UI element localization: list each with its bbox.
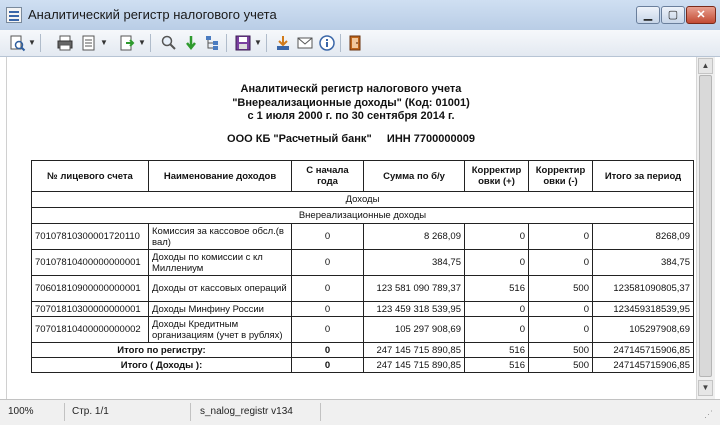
status-bar [0,399,720,425]
report-subtitle: "Внереализационные доходы" (Код: 01001) [232,97,470,109]
maximize-button[interactable]: ▢ [661,6,685,24]
start-of-year-cell: 0 [292,250,364,276]
toolbar-separator [226,34,227,52]
adjustment-plus-cell: 0 [465,317,529,343]
period-total-cell: 384,75 [593,250,694,276]
scroll-down-icon[interactable]: ▼ [698,380,713,396]
totals-label: Итого по регистру: [32,343,292,358]
adjustment-plus-cell: 0 [465,250,529,276]
adjustment-plus-cell: 516 [465,343,529,358]
page-setup-dropdown-arrow[interactable]: ▼ [100,38,108,47]
status-separator [320,403,321,421]
zoom-level: 100% [8,406,34,417]
info-icon[interactable] [318,34,336,52]
period-total-cell: 8268,09 [593,224,694,250]
down-arrow-icon[interactable] [182,34,200,52]
start-of-year-cell: 0 [292,317,364,343]
report-period: с 1 июля 2000 г. по 30 сентября 2014 г. [247,110,455,122]
adjustment-minus-cell: 0 [529,302,593,317]
income-name-cell: Комиссия за кассовое обсл.(в вал) [149,224,292,250]
minimize-button[interactable]: ▁ [636,6,660,24]
table-row [32,302,694,317]
toolbar-separator [266,34,267,52]
attach-icon[interactable] [274,34,292,52]
column-header: Корректир овки (-) [529,161,593,192]
toolbar-separator [340,34,341,52]
table-row [32,317,694,343]
adjustment-minus-cell: 500 [529,343,593,358]
report-title: Аналитическй регистр налогового учета [240,83,462,95]
table-row [32,276,694,302]
adjustment-plus-cell: 516 [465,276,529,302]
scroll-thumb[interactable] [699,75,712,377]
accounting-sum-cell: 123 459 318 539,95 [364,302,465,317]
column-header: Итого за период [593,161,694,192]
adjustment-minus-cell: 0 [529,317,593,343]
column-header: С начала года [292,161,364,192]
accounting-sum-cell: 247 145 715 890,85 [364,343,465,358]
column-header: Наименование доходов [149,161,292,192]
zoom-icon[interactable] [8,34,26,52]
start-of-year-cell: 0 [292,358,364,373]
income-name-cell: Доходы по комиссии с кл Миллениум [149,250,292,276]
income-name-cell: Доходы от кассовых операций [149,276,292,302]
accounting-sum-cell: 123 581 090 789,37 [364,276,465,302]
status-separator [64,403,65,421]
window-title: Аналитический регистр налогового учета [28,7,277,22]
column-header: Корректир овки (+) [465,161,529,192]
column-header: Сумма по б/у [364,161,465,192]
report-organization: ООО КБ "Расчетный банк" ИНН 7700000009 [227,133,475,145]
adjustment-plus-cell: 0 [465,224,529,250]
account-cell: 70701810400000000002 [32,317,149,343]
start-of-year-cell: 0 [292,224,364,250]
period-total-cell: 105297908,69 [593,317,694,343]
totals-row [32,358,694,373]
page-indicator: Стр. 1/1 [72,406,109,417]
tree-icon[interactable] [204,34,222,52]
report-page [6,57,695,399]
adjustment-plus-cell: 516 [465,358,529,373]
account-cell: 70601810900000000001 [32,276,149,302]
start-of-year-cell: 0 [292,343,364,358]
column-header: № лицевого счета [32,161,149,192]
toolbar-separator [150,34,151,52]
start-of-year-cell: 0 [292,276,364,302]
save-icon[interactable] [234,34,252,52]
table-header-row [32,161,694,192]
subsection-label: Внереализационные доходы [32,208,694,224]
page-setup-icon[interactable] [80,34,98,52]
adjustment-plus-cell: 0 [465,302,529,317]
period-total-cell: 123581090805,37 [593,276,694,302]
close-button[interactable]: ✕ [686,6,716,24]
period-total-cell: 247145715906,85 [593,343,694,358]
totals-row [32,343,694,358]
toolbar-separator [40,34,41,52]
adjustment-minus-cell: 500 [529,276,593,302]
adjustment-minus-cell: 500 [529,358,593,373]
accounting-sum-cell: 8 268,09 [364,224,465,250]
register-table [31,160,694,373]
section-row [32,192,694,208]
accounting-sum-cell: 384,75 [364,250,465,276]
accounting-sum-cell: 247 145 715 890,85 [364,358,465,373]
zoom-dropdown-arrow[interactable]: ▼ [28,38,36,47]
account-cell: 70701810300000000001 [32,302,149,317]
accounting-sum-cell: 105 297 908,69 [364,317,465,343]
table-row [32,250,694,276]
income-name-cell: Доходы Кредитным организациям (учет в рублях) [149,317,292,343]
period-total-cell: 123459318539,95 [593,302,694,317]
export-icon[interactable] [118,34,136,52]
print-icon[interactable] [56,34,74,52]
report-name: s_nalog_registr v134 [200,406,293,417]
adjustment-minus-cell: 0 [529,250,593,276]
resize-grip-icon[interactable]: ⋰ [704,409,713,419]
exit-icon[interactable] [346,34,364,52]
totals-label: Итого ( Доходы ): [32,358,292,373]
toolbar [0,30,720,57]
export-dropdown-arrow[interactable]: ▼ [138,38,146,47]
account-cell: 70107810400000000001 [32,250,149,276]
subsection-row [32,208,694,224]
title-bar [0,0,720,31]
document-area [0,57,720,399]
adjustment-minus-cell: 0 [529,224,593,250]
scroll-up-icon[interactable]: ▲ [698,58,713,74]
vertical-scrollbar[interactable] [696,57,715,399]
status-separator [190,403,191,421]
section-label: Доходы [32,192,694,208]
app-icon [6,7,22,23]
account-cell: 70107810300001720110 [32,224,149,250]
period-total-cell: 247145715906,85 [593,358,694,373]
table-row [32,224,694,250]
search-icon[interactable] [160,34,178,52]
income-name-cell: Доходы Минфину России [149,302,292,317]
save-dropdown-arrow[interactable]: ▼ [254,38,262,47]
start-of-year-cell: 0 [292,302,364,317]
mail-icon[interactable] [296,34,314,52]
